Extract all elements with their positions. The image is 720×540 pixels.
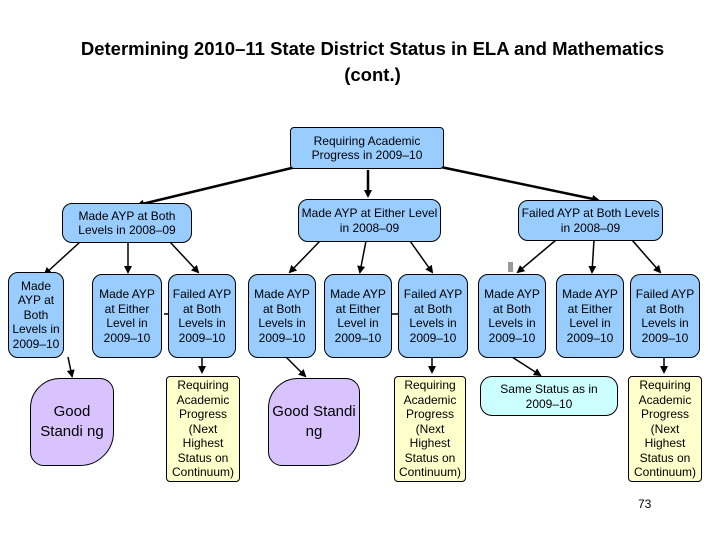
requiring-middle	[394, 376, 466, 482]
col9-label: Failed AYP at Both Levels in 2009–10	[635, 287, 695, 345]
col2-made-either-2009	[92, 274, 162, 358]
made-either-2008-label: Made AYP at Either Level in 2008–09	[301, 206, 438, 235]
arrow-middle-to-col4	[290, 241, 320, 272]
arrow-right-to-col7	[518, 240, 556, 272]
same-status-node	[480, 376, 618, 416]
arrow-left-to-col1	[45, 242, 80, 274]
col2-label: Made AYP at Either Level in 2009–10	[99, 287, 155, 345]
col7-made-both-2009	[478, 274, 546, 358]
stray-mark	[508, 262, 513, 272]
arrow-middle-to-col5	[360, 241, 366, 272]
title-line-1: Determining 2010–11 State District Status in ELA and Mathematics	[80, 38, 665, 59]
made-both-2008-label: Made AYP at Both Levels in 2008–09	[78, 208, 176, 237]
requiring-left-label: Requiring Academic Progress (Next Highest Status on Continuum)	[171, 378, 235, 480]
col1-label: Made AYP at Both Levels in 2009–10	[12, 278, 60, 351]
arrow-col1-to-good	[68, 357, 72, 376]
col8-made-either-2009	[556, 274, 624, 358]
col8-label: Made AYP at Either Level in 2009–10	[562, 287, 618, 345]
arrow-middle-to-col6	[410, 241, 432, 272]
col4-made-both-2009	[248, 274, 316, 358]
requiring-middle-label: Requiring Academic Progress (Next Highest Status on Continuum)	[398, 378, 462, 480]
root-label: Requiring Academic Progress in 2009–10	[311, 133, 423, 162]
made-either-2008-node	[298, 199, 441, 242]
col3-failed-both-2009	[168, 274, 236, 358]
col6-failed-both-2009	[398, 274, 468, 358]
col5-label: Made AYP at Either Level in 2009–10	[330, 287, 386, 345]
col3-label: Failed AYP at Both Levels in 2009–10	[172, 287, 232, 345]
arrow-root-to-left	[138, 166, 300, 205]
requiring-right	[628, 376, 702, 482]
root-node	[290, 127, 444, 169]
failed-both-2008-node	[518, 200, 663, 241]
same-status-label: Same Status as in 2009–10	[500, 382, 598, 411]
arrow-left-to-col3	[170, 242, 198, 272]
arrow-col4-to-good	[286, 357, 305, 376]
page-number: 73	[638, 497, 652, 511]
title-line-2: (cont.)	[344, 64, 401, 85]
good-standing-middle	[268, 378, 360, 466]
arrow-right-to-col9	[632, 240, 660, 272]
good-standing-middle-label: Good Standi ng	[272, 403, 356, 440]
good-standing-left-label: Good Standi ng	[40, 403, 104, 440]
col6-label: Failed AYP at Both Levels in 2009–10	[403, 287, 463, 345]
col7-label: Made AYP at Both Levels in 2009–10	[484, 287, 540, 345]
made-both-2008-node	[62, 203, 192, 243]
good-standing-left	[30, 378, 114, 466]
requiring-left	[166, 376, 240, 482]
col5-made-either-2009	[324, 274, 392, 358]
failed-both-2008-label: Failed AYP at Both Levels in 2008–09	[521, 206, 660, 235]
arrow-right-to-col8	[592, 240, 594, 272]
col9-failed-both-2009	[630, 274, 700, 358]
col4-label: Made AYP at Both Levels in 2009–10	[254, 287, 310, 345]
requiring-right-label: Requiring Academic Progress (Next Highest Status on Continuum)	[633, 378, 697, 480]
col1-made-both-2009	[8, 272, 64, 358]
arrow-col7-to-same	[512, 357, 540, 375]
arrow-root-to-right	[436, 166, 598, 200]
